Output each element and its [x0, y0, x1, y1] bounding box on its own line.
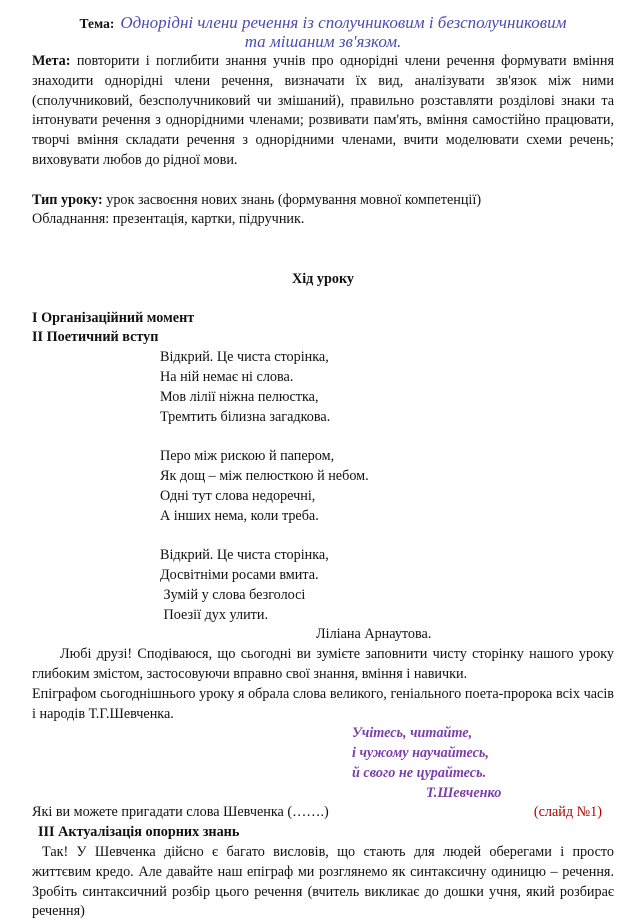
- topic-title-line2: та мішаним зв'язком.: [244, 32, 402, 51]
- goal-paragraph: [32, 52, 614, 171]
- epigraph-line-2: і чужому научайтесь,: [352, 745, 489, 762]
- equipment-line: Обладнання: презентація, картки, підручник.: [32, 211, 305, 228]
- topic-title-line1: Однорідні члени речення із сполучниковим і безсполучниковим: [120, 13, 567, 32]
- lesson-heading: Хід уроку: [291, 270, 355, 287]
- final-paragraph: Так! У Шевченка дійсно є багато висловів, що стають для людей оберегами і просто життєвим кредо. Але давайте наш епіграф ми розглянемо як синтаксичну одиницю – речення. Зробіть синтаксичний розбір цього речення (вчитель викликає до дошки учня, який розбирає речення): [32, 844, 614, 920]
- poem-line: Як дощ – між пелюсткою й небом.: [160, 467, 369, 484]
- poem-line: Відкрий. Це чиста сторінка,: [160, 547, 329, 564]
- poem-line: Зумій у слова безголосі: [160, 586, 306, 603]
- section-organizational: І Організаційний момент: [32, 309, 195, 326]
- epigraph-line-3: й свого не цурайтесь.: [352, 764, 487, 781]
- topic-line-2: [32, 33, 614, 52]
- section-poetic-intro: ІІ Поетичний вступ: [32, 329, 159, 346]
- question-line: [32, 803, 614, 823]
- section-actualization: ІІІ Актуалізація опорних знань: [38, 824, 240, 841]
- lesson-type-label: Тип уроку:: [32, 191, 103, 208]
- poem-stanza-2: [160, 447, 614, 526]
- poem: [160, 348, 614, 625]
- poem-stanza-3: [160, 546, 614, 625]
- question-text: Які ви можете пригадати слова Шевченка (…….): [32, 804, 329, 821]
- poem-line: Поезії дух улити.: [160, 606, 268, 623]
- poem-line: Одні тут слова недоречні,: [160, 487, 316, 504]
- lesson-type-line: [32, 191, 614, 211]
- poem-line: Тремтить білизна загадкова.: [160, 408, 331, 425]
- poem-line: Мов лілії ніжна пелюстка,: [160, 388, 319, 405]
- topic-line: [32, 14, 614, 33]
- poem-author: Ліліана Арнаутова.: [316, 626, 432, 643]
- poem-line: На ній немає ні слова.: [160, 368, 294, 385]
- document-page: [32, 14, 614, 922]
- goal-label: Мета:: [32, 53, 71, 69]
- epigraph-line-1: Учітесь, читайте,: [352, 725, 473, 742]
- poem-stanza-1: [160, 348, 614, 427]
- poem-line: А інших нема, коли треба.: [160, 507, 319, 524]
- goal-text: повторити і поглибити знання учнів про однорідні члени речення формувати вміння знаходити однорідні члени речення, визначати їх вид, аналізувати зв'язок між ними (сполучниковий, безсполучниковий чи змішаний), правильно розставляти розділові знаки та інтонувати речення з однорідними членами; розвивати пам'ять, вміння самостійно працювати, творчі вміння складати речення з однорідними членами, вчити моделювати схеми речень; виховувати любов до рідної мови.: [32, 53, 615, 168]
- intro-paragraph: Любі друзі! Сподіваюся, що сьогодні ви зумієте заповнити чисту сторінку нашого уроку глибоким змістом, застосовуючи вправно свої знання, вміння і навички.: [32, 646, 614, 682]
- poem-line: Перо між рискою й папером,: [160, 448, 335, 465]
- slide-reference: (слайд №1): [533, 804, 602, 821]
- poem-line: Досвітніми росами вмита.: [160, 566, 319, 583]
- epigraph-author: Т.Шевченко: [426, 784, 502, 801]
- poem-line: Відкрий. Це чиста сторінка,: [160, 349, 329, 366]
- lesson-type-text: урок засвоєння нових знань (формування мовної компетенції): [106, 191, 482, 208]
- topic-label: Тема:: [79, 16, 115, 31]
- epigraph-paragraph: Епіграфом сьогоднішнього уроку я обрала слова великого, геніального поета-пророка всіх часів і народів Т.Г.Шевченка.: [32, 685, 614, 722]
